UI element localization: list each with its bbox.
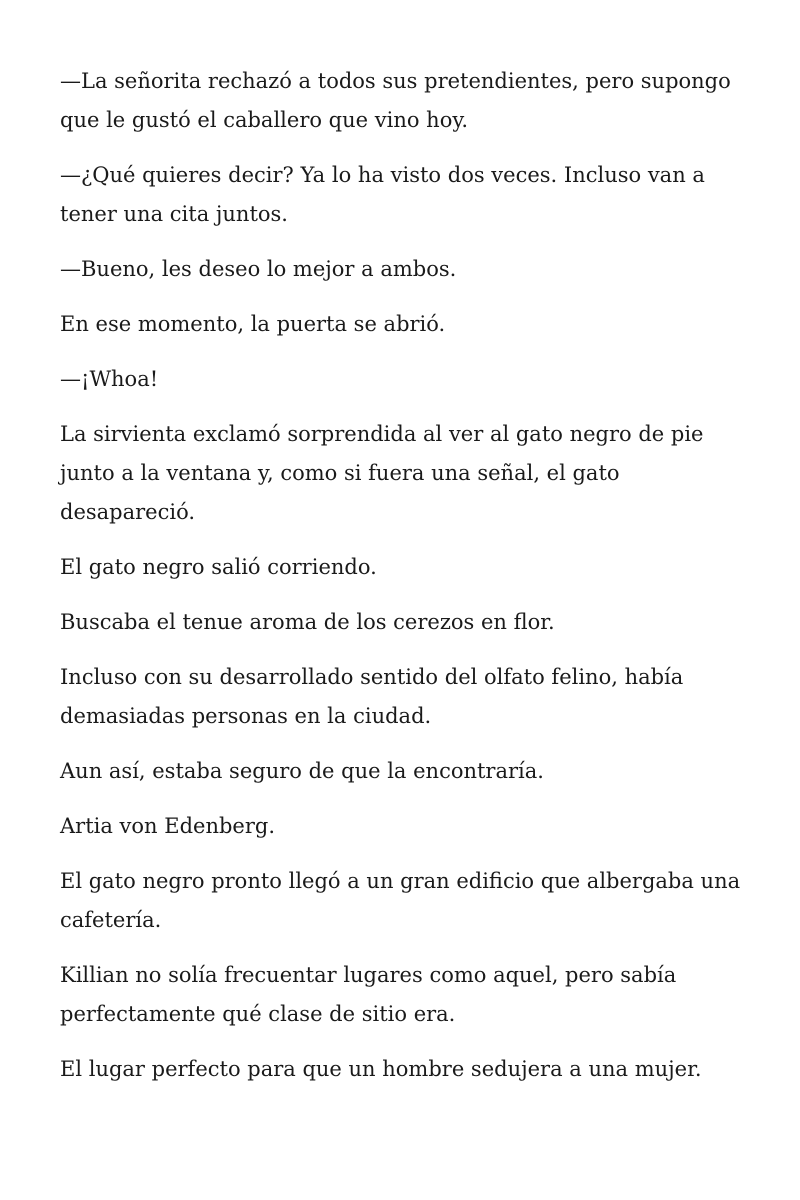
paragraph: Incluso con su desarrollado sentido del olfato felino, había demasiadas personas en la ciudad. xyxy=(60,665,684,728)
paragraph: Killian no solía frecuentar lugares como aquel, pero sabía perfectamente qué clase de sitio era. xyxy=(60,963,677,1026)
paragraph: —Bueno, les deseo lo mejor a ambos. xyxy=(60,257,457,281)
paragraph: El gato negro pronto llegó a un gran edificio que albergaba una cafetería. xyxy=(60,869,741,932)
paragraph: El gato negro salió corriendo. xyxy=(60,555,377,579)
paragraph: Buscaba el tenue aroma de los cerezos en flor. xyxy=(60,610,555,634)
paragraph: —¿Qué quieres decir? Ya lo ha visto dos veces. Incluso van a tener una cita juntos. xyxy=(60,163,705,226)
paragraph: —La señorita rechazó a todos sus pretendientes, pero supongo que le gustó el caballero que vino hoy. xyxy=(60,69,731,132)
paragraph: Artia von Edenberg. xyxy=(60,814,276,838)
paragraph: En ese momento, la puerta se abrió. xyxy=(60,312,446,336)
paragraph: El lugar perfecto para que un hombre sedujera a una mujer. xyxy=(60,1057,702,1081)
paragraph: La sirvienta exclamó sorprendida al ver al gato negro de pie junto a la ventana y, como si fuera una señal, el gato desapareció. xyxy=(60,422,704,524)
paragraph: —¡Whoa! xyxy=(60,367,159,391)
document-page xyxy=(60,62,760,1105)
paragraph: Aun así, estaba seguro de que la encontraría. xyxy=(60,759,544,783)
